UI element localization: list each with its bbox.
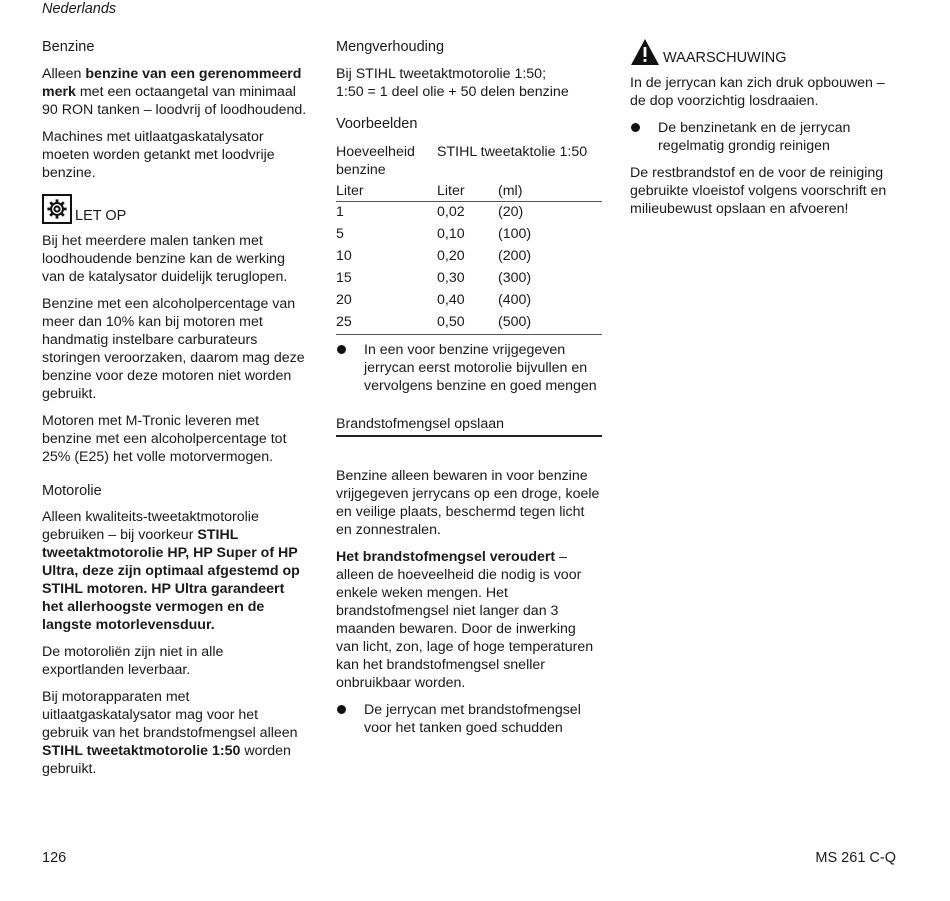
notice-label: LET OP: [75, 208, 127, 224]
paragraph: Motoren met M-Tronic leveren met benzine met een alcoholpercentage tot 25% (E25) het volle motorvermogen.: [42, 413, 287, 465]
bullet-list: [336, 701, 602, 737]
table-header-cell: STIHL tweetaktolie 1:50: [437, 144, 588, 160]
text: worden gebruikt.: [42, 743, 291, 777]
table-cell: 10: [336, 248, 352, 264]
bullet-list: [630, 119, 898, 155]
table-cell: 5: [336, 226, 344, 242]
table-cell: 25: [336, 312, 437, 335]
paragraph: In de jerrycan kan zich druk opbouwen – de dop voorzichtig losdraaien.: [630, 75, 885, 109]
table-cell: 0,40: [437, 292, 465, 308]
table-cell: 0,20: [437, 248, 465, 264]
list-item: De jerrycan met brandstofmengsel voor het tanken goed schudden: [336, 701, 602, 737]
text: Alleen: [42, 66, 86, 82]
warning-label: WAARSCHUWING: [663, 50, 787, 66]
table-cell: 1: [336, 204, 344, 220]
table-row: [336, 224, 602, 246]
table-cell: (300): [498, 270, 532, 286]
table-cell: (20): [498, 204, 524, 220]
text-line: 1:50 = 1 deel olie + 50 delen benzine: [336, 84, 569, 100]
gear-icon: [42, 194, 72, 224]
emphasis-text: STIHL tweetaktmotorolie 1:50: [42, 743, 241, 759]
paragraph: [42, 508, 308, 634]
text-line: Bij STIHL tweetaktmotorolie 1:50;: [336, 66, 547, 82]
paragraph: Benzine alleen bewaren in voor benzine vrijgegeven jerrycans op een droge, koele en veilige plaats, beschermd tegen licht en zonnestralen.: [336, 468, 600, 538]
table-cell: 15: [336, 270, 352, 286]
table-cell: 0,10: [437, 226, 465, 242]
notice-heading: [42, 194, 308, 224]
section-title-benzine: Benzine: [42, 39, 95, 55]
table-cell: (200): [498, 248, 532, 264]
text: Alleen kwaliteits-tweetaktmotorolie gebruiken – bij voorkeur: [42, 509, 259, 543]
section-title-motorolie: Motorolie: [42, 483, 102, 499]
table-row: [336, 246, 602, 268]
paragraph: Machines met uitlaatgaskatalysator moeten worden getankt met loodvrije benzine.: [42, 129, 275, 181]
list-item: In een voor benzine vrijgegeven jerrycan eerst motorolie bijvullen en vervolgens benzine en goed mengen: [336, 341, 602, 395]
table-cell: (100): [498, 226, 532, 242]
table-row: [336, 268, 602, 290]
text: met een octaangetal van minimaal 90 RON tanken – loodvrij of loodhoudend.: [42, 84, 307, 118]
table-row: [336, 290, 602, 312]
table-cell: (ml): [498, 181, 602, 202]
table-cell: (500): [498, 312, 602, 335]
text: – alleen de hoeveelheid die nodig is voor enkele weken mengen. Het brandstofmengsel niet langer dan 3 maanden bewaren. Door de inwerking van licht, zon, lage of hoge temperaturen kan het brandstofmengsel sneller onbruikbaar worden.: [336, 549, 594, 691]
table-cell: Liter: [336, 181, 437, 202]
page-number: 126: [42, 850, 67, 866]
bullet-list: [336, 341, 602, 395]
table-row: [336, 312, 602, 335]
table-cell: 0,30: [437, 270, 465, 286]
paragraph: De motoroliën zijn niet in alle exportlanden leverbaar.: [42, 644, 224, 678]
paragraph: [42, 688, 308, 778]
section-title-mengverhouding: Mengverhouding: [336, 39, 445, 55]
table-row: [336, 202, 602, 225]
language-label: Nederlands: [42, 1, 117, 17]
section-title-opslaan: Brandstofmengsel opslaan: [336, 415, 602, 437]
warning-heading: [630, 38, 898, 66]
paragraph: Benzine met een alcoholpercentage van meer dan 10% kan bij motoren met handmatig instelbare carburateurs storingen veroorzaken, daarom mag deze benzine voor deze motoren niet worden gebruikt.: [42, 296, 305, 402]
emphasis-text: Het brandstofmengsel veroudert: [336, 549, 556, 565]
text: Bij motorapparaten met uitlaatgaskatalysator mag voor het gebruik van het brandstofmengsel alleen: [42, 689, 298, 741]
list-item: De benzinetank en de jerrycan regelmatig grondig reinigen: [630, 119, 898, 155]
table-cell: 0,50: [437, 312, 498, 335]
column-waarschuwing: [630, 38, 898, 227]
table-header-cell: Hoeveelheid benzine: [336, 144, 415, 178]
table-cell: 20: [336, 292, 352, 308]
section-title-voorbeelden: Voorbeelden: [336, 116, 418, 132]
table-cell: 0,02: [437, 204, 465, 220]
column-mengverhouding: [336, 38, 602, 746]
paragraph: [336, 65, 602, 101]
paragraph: [42, 65, 308, 119]
emphasis-text: benzine van een gerenommeerd merk: [42, 66, 302, 100]
paragraph: De restbrandstof en de voor de reiniging gebruikte vloeistof volgens voorschrift en milieubewust opslaan en afvoeren!: [630, 165, 887, 217]
column-benzine: [42, 38, 308, 787]
emphasis-text: STIHL tweetaktmotorolie HP, HP Super of HP Ultra, deze zijn optimaal afgestemd op STIHL motoren. HP Ultra garandeert het allerhoogste vermogen en de langste motorlevensduur.: [42, 527, 300, 633]
paragraph: Bij het meerdere malen tanken met loodhoudende benzine kan de werking van de katalysator duidelijk teruglopen.: [42, 233, 288, 285]
warning-triangle-icon: [630, 38, 660, 66]
table-units-row: [336, 181, 602, 202]
model-name: MS 261 C-Q: [815, 850, 896, 866]
table-cell: Liter: [437, 181, 498, 202]
paragraph: [336, 548, 602, 692]
table-header-row: [336, 143, 602, 181]
mix-table: [336, 143, 602, 335]
table-cell: (400): [498, 292, 532, 308]
